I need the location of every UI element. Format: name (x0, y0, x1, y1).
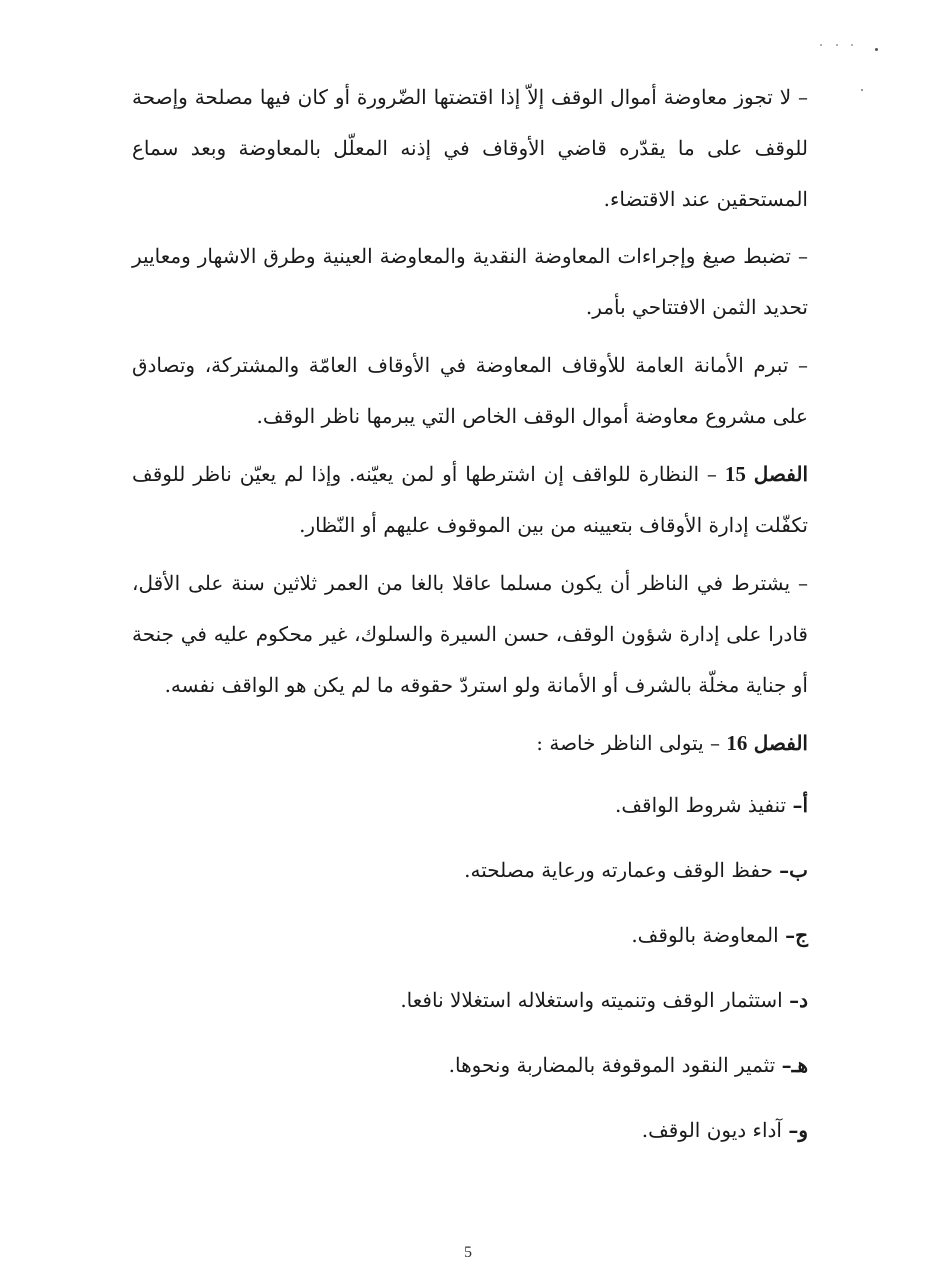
duty-letter: و– (788, 1118, 808, 1142)
chapter-15 (132, 449, 808, 551)
paragraph-administrator-conditions: – يشترط في الناظر أن يكون مسلما عاقلا بالغا من العمر ثلاثين سنة على الأقل، قادرا على إدارة شؤون الوقف، حسن السيرة والسلوك، غير محكوم عليه في جنحة أو جناية مخلّة بالشرف أو الأمانة ولو استردّ حقوقه ما لم يكن هو الواقف نفسه. (132, 571, 808, 697)
duty-letter: أ– (792, 793, 808, 817)
duty-letter: ج– (785, 923, 808, 947)
paragraph-exchange-procedures: – تضبط صيغ وإجراءات المعاوضة النقدية والمعاوضة العينية وطرق الاشهار ومعايير تحديد الثمن الافتتاحي بأمر. (132, 244, 808, 319)
duty-item (449, 1040, 808, 1091)
scan-speck (836, 44, 838, 46)
scan-speck (851, 44, 853, 46)
duty-text: المعاوضة بالوقف. (631, 923, 786, 947)
scan-speck (820, 44, 822, 46)
duty-item (615, 780, 808, 831)
chapter-label: الفصل (753, 462, 809, 486)
chapter-number: 16 (726, 731, 748, 755)
paragraph-exchange-authority: – تبرم الأمانة العامة للأوقاف المعاوضة في الأوقاف العامّة والمشتركة، وتصادق على مشروع معاوضة أموال الوقف الخاص التي يبرمها ناظر الوقف. (132, 353, 808, 428)
duty-letter: ب– (779, 858, 808, 882)
scan-speck (875, 48, 878, 51)
duty-text: آداء ديون الوقف. (641, 1118, 789, 1142)
duty-item (631, 910, 808, 961)
duty-item (464, 845, 808, 896)
duty-text: تثمير النقود الموقوفة بالمضاربة ونحوها. (448, 1053, 782, 1077)
scan-speck (861, 89, 863, 91)
duty-letter: هـ– (781, 1053, 808, 1077)
duty-item (400, 975, 808, 1026)
duty-item (642, 1105, 808, 1156)
duty-text: تنفيذ شروط الواقف. (615, 793, 793, 817)
duty-text: استثمار الوقف وتنميته واستغلاله استغلالا نافعا. (400, 988, 790, 1012)
duty-letter: د– (789, 988, 808, 1012)
paragraph-exchange-conditions: – لا تجوز معاوضة أموال الوقف إلاّ إذا اقتضتها الضّرورة أو كان فيها مصلحة وإصحة للوقف على ما يقدّره قاضي الأوقاف في إذنه المعلّل بالمعاوضة وبعد سماع المستحقين عند الاقتضاء. (132, 85, 808, 211)
chapter-16 (536, 718, 808, 769)
chapter-number: 15 (724, 462, 746, 486)
page-number: 5 (464, 1244, 472, 1261)
chapter-16-text: – يتولى الناظر خاصة : (536, 731, 727, 755)
chapter-15-text: – النظارة للواقف إن اشترطها أو لمن يعيّنه. وإذا لم يعيّن ناظر للوقف تكفّلت إدارة الأوقاف بتعيينه من بين الموقوف عليهم أو النّظار. (132, 462, 808, 537)
chapter-label: الفصل (753, 731, 808, 755)
duty-text: حفظ الوقف وعمارته ورعاية مصلحته. (464, 858, 780, 882)
